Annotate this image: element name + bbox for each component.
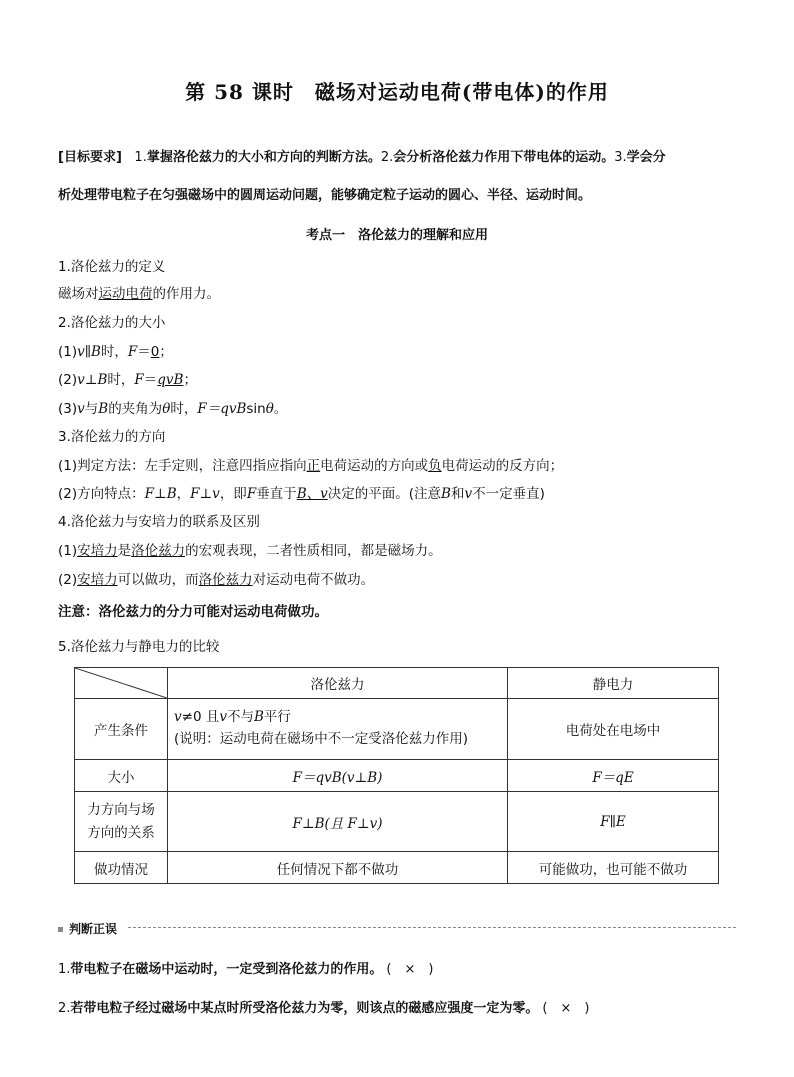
- table-row: [75, 792, 719, 852]
- electric-direction: F∥E: [508, 792, 719, 852]
- answer-1: ( × ): [386, 962, 434, 977]
- magnitude-case-3: (3)v与B的夹角为θ时，F＝qvBsinθ。: [58, 401, 288, 417]
- heading-relation: 4.洛伦兹力与安培力的联系及区别: [58, 514, 260, 530]
- table-row: [75, 699, 719, 760]
- electric-condition: 电荷处在电场中: [508, 699, 719, 760]
- row-label: 做功情况: [75, 852, 168, 884]
- relation-1: (1)安培力是洛伦兹力的宏观表现，二者性质相同，都是磁场力。: [58, 543, 442, 559]
- learning-goals-line-2: 析处理带电粒子在匀强磁场中的圆周运动问题，能够确定粒子运动的圆心、半径、运动时间。: [58, 188, 592, 203]
- learning-goals-line-1: [目标要求] 1.掌握洛伦兹力的大小和方向的判断方法。2.会分析洛伦兹力作用下带电体的运动。3.学会分: [58, 150, 666, 165]
- header-lorentz: 洛伦兹力: [168, 668, 508, 699]
- goals-tag: [目标要求]: [58, 150, 122, 165]
- relation-2: (2)安培力可以做功，而洛伦兹力对运动电荷不做功。: [58, 572, 375, 588]
- answer-2: ( × ): [542, 1001, 590, 1016]
- magnitude-case-1: (1)v∥B时，F＝0；: [58, 344, 173, 360]
- lorentz-work: 任何情况下都不做功: [168, 852, 508, 884]
- bullet-square-icon: [58, 927, 63, 932]
- dashed-divider: [128, 927, 736, 928]
- table-row: [75, 852, 719, 884]
- note: 注意：洛伦兹力的分力可能对运动电荷做功。: [58, 604, 328, 620]
- heading-direction: 3.洛伦兹力的方向: [58, 429, 166, 445]
- judge-heading: 判断正误: [58, 920, 117, 937]
- page-title: 第 58 课时 磁场对运动电荷(带电体)的作用: [185, 80, 609, 104]
- row-label: 产生条件: [75, 699, 168, 760]
- lorentz-direction: F⊥B(且 F⊥v): [168, 792, 508, 852]
- definition-text: 磁场对运动电荷的作用力。: [58, 286, 220, 302]
- heading-comparison: 5.洛伦兹力与静电力的比较: [58, 639, 220, 655]
- heading-definition: 1.洛伦兹力的定义: [58, 259, 166, 275]
- direction-rule: (1)判定方法：左手定则，注意四指应指向正电荷运动的方向或负电荷运动的反方向；: [58, 458, 564, 474]
- electric-work: 可能做功，也可能不做功: [508, 852, 719, 884]
- heading-magnitude: 2.洛伦兹力的大小: [58, 315, 166, 331]
- diagonal-header-cell: [75, 668, 168, 699]
- row-label: 力方向与场 方向的关系: [75, 792, 168, 852]
- comparison-table: [74, 667, 719, 884]
- table-header-row: [75, 668, 719, 699]
- lorentz-condition: v≠0 且v不与B平行 (说明：运动电荷在磁场中不一定受洛伦兹力作用): [168, 699, 508, 760]
- diagonal-line: [75, 668, 167, 698]
- header-electric: 静电力: [508, 668, 719, 699]
- direction-features: (2)方向特点：F⊥B，F⊥v，即F垂直于B、v决定的平面。(注意B和v不一定垂直): [58, 486, 545, 502]
- table-row: [75, 760, 719, 792]
- lorentz-magnitude: F＝qvB(v⊥B): [168, 760, 508, 792]
- judge-question-1: 1.带电粒子在磁场中运动时，一定受到洛伦兹力的作用。 ( × ): [58, 962, 434, 977]
- row-label: 大小: [75, 760, 168, 792]
- judge-question-2: 2.若带电粒子经过磁场中某点时所受洛伦兹力为零，则该点的磁感应强度一定为零。 ( × ): [58, 1001, 590, 1016]
- electric-magnitude: F＝qE: [508, 760, 719, 792]
- section-heading: 考点一 洛伦兹力的理解和应用: [305, 228, 488, 243]
- magnitude-case-2: (2)v⊥B时，F＝qvB；: [58, 372, 197, 388]
